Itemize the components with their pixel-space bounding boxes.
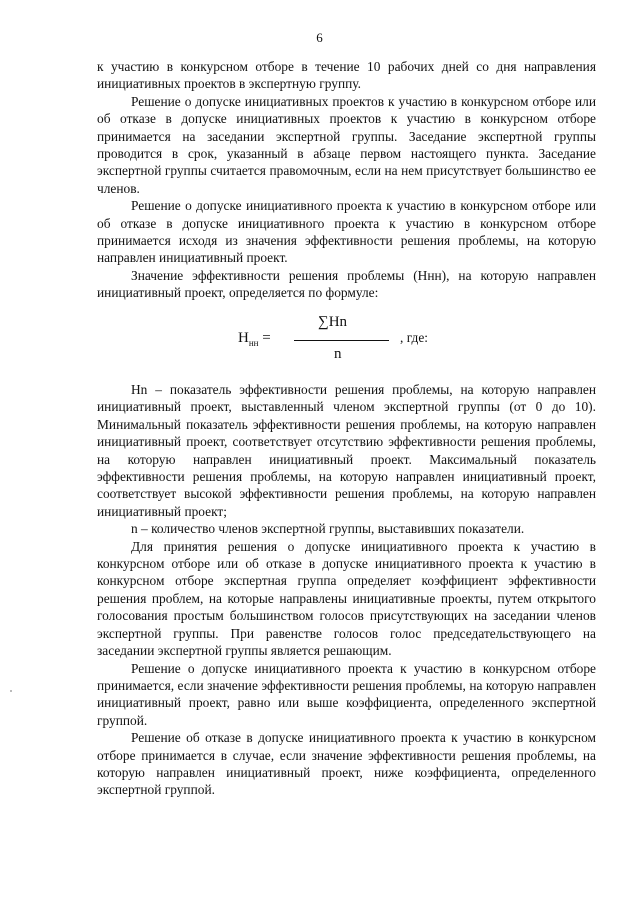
paragraph: Решение об отказе в допуске инициативного проекта к участию в конкурсном отборе принимается в случае, если значение эффективности решения проблемы, на которую направлен инициативный проект, ниже коэффициента, определенного экспертной группой. [97, 730, 596, 798]
paragraph: Решение о допуске инициативных проектов к участию в конкурсном отборе или об отказе в допуске инициативных проектов к участию в конкурсном отборе принимается на заседании экспертной группы. Заседание экспертной группы проводится в срок, указанный в абзаце первом настоящего пункта. Заседание экспертной группы считается правомочным, если на нем присутствует большинство ее членов. [97, 93, 596, 196]
paragraph: Значение эффективности решения проблемы (Hнн), на которую направлен инициативный проект, определяется по формуле: [97, 267, 596, 301]
formula-lhs [238, 330, 271, 348]
formula-numerator: ∑Hn [318, 314, 348, 330]
paragraph: к участию в конкурсном отборе в течение 10 рабочих дней со дня направления инициативных проектов в экспертную группу. [97, 59, 596, 92]
fraction-line [294, 340, 389, 341]
page-number: 6 [316, 30, 323, 45]
text-block-bottom [97, 381, 596, 799]
formula-lhs-subscript: нн [248, 338, 259, 348]
formula-lhs-symbol: H [238, 330, 249, 346]
paragraph: Решение о допуске инициативного проекта к участию в конкурсном отборе или об отказе в допуске инициативного проекта к участию в конкурсном отборе принимается исходя из значения эффективности решения проблемы, на которую направлен инициативный проект. [97, 198, 596, 266]
formula-equals: = [258, 330, 271, 346]
formula-suffix: , где: [400, 330, 428, 345]
formula-denominator: n [334, 346, 342, 362]
paragraph: n – количество членов экспертной группы, выставивших показатели. [131, 521, 525, 537]
efficiency-formula [238, 312, 478, 368]
text-block-top [97, 58, 596, 302]
paragraph: Для принятия решения о допуске инициативного проекта к участию в конкурсном отборе или об отказе в допуске инициативного проекта к участию в конкурсном отборе экспертная группа определяет коэффициент эффективности решения проблем, на которые направлены инициативные проекты, путем открытого голосования простым большинством голосов присутствующих на заседании членов экспертной группы. При равенстве голосов голос председательствующего на заседании экспертной группы является решающим. [97, 538, 596, 659]
paragraph: Решение о допуске инициативного проекта к участию в конкурсном отборе принимается, если значение эффективности решения проблемы, на которую направлен инициативный проект, равно или выше коэффициента, определенного экспертной группой. [97, 660, 596, 728]
scan-speck [10, 690, 12, 692]
paragraph: Hn – показатель эффективности решения проблемы, на которую направлен инициативный проект, выставленный членом экспертной группы (от 0 до 10). Минимальный показатель эффективности решения проблемы, на которую направлен инициативный проект, соответствует отсутствию эффективности решения проблемы, на которую направлен инициативный проект. Максимальный показатель эффективности решения проблемы, на которую направлен инициативный проект, соответствует высокой эффективности решения проблемы, на которую направлен инициативный проект; [97, 382, 596, 519]
